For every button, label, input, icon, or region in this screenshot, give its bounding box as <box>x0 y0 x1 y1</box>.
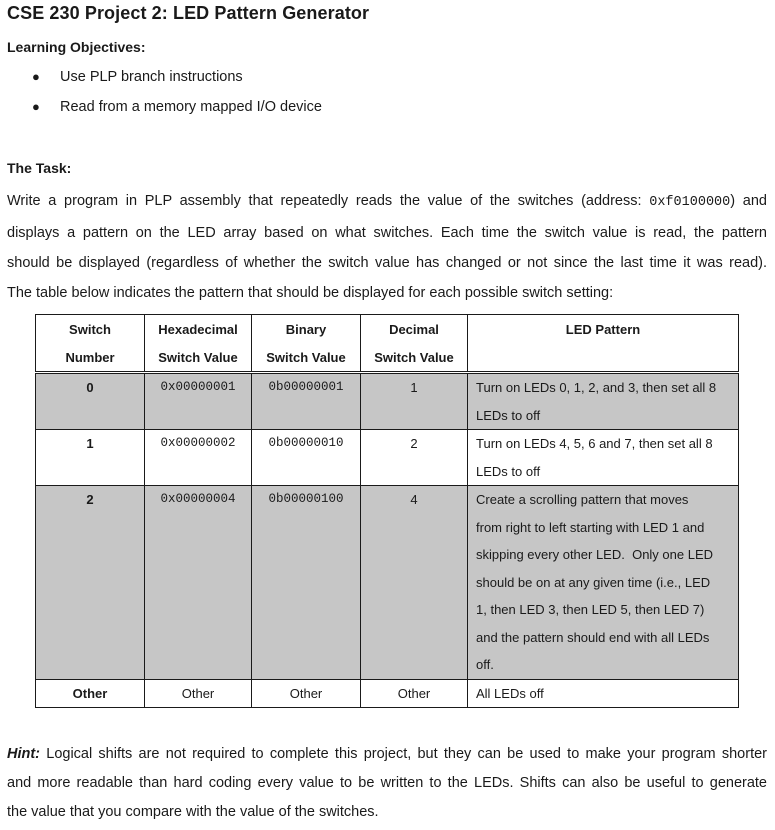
cell-hex: 0x00000004 <box>145 486 252 680</box>
cell-pattern <box>468 373 739 430</box>
bullet-icon: ● <box>32 69 40 84</box>
cell-hex: 0x00000001 <box>145 373 252 430</box>
hint-line <box>7 740 767 769</box>
task-line: should be displayed (regardless of whether the switch value has changed or not since the last time it was read). <box>7 255 767 271</box>
pattern-line: Turn on LEDs 0, 1, 2, and 3, then set all 8 <box>476 380 717 395</box>
pattern-line: should be on at any given time (i.e., LED <box>476 574 711 590</box>
page-title: CSE 230 Project 2: LED Pattern Generator <box>7 3 370 23</box>
task-heading: The Task: <box>7 160 72 176</box>
cell-binary: Other <box>252 679 361 708</box>
cell-switch-number: 1 <box>36 430 145 486</box>
pattern-line: off. <box>476 657 494 672</box>
header-led-pattern: LED Pattern <box>468 315 739 373</box>
cell-binary: 0b00000010 <box>252 430 361 486</box>
cell-pattern <box>468 679 739 708</box>
led-pattern-table <box>35 314 739 708</box>
cell-binary: 0b00000001 <box>252 373 361 430</box>
cell-switch-number: 2 <box>36 486 145 680</box>
hint-text: Logical shifts are not required to complete this project, but they can be used to make your program shorter <box>40 746 767 762</box>
header-hex-value <box>145 315 252 373</box>
task-text: ) and <box>730 193 767 209</box>
table-row <box>36 373 739 430</box>
pattern-line: LEDs to off <box>476 407 541 423</box>
header-switch-number <box>36 315 145 373</box>
pattern-line: 1, then LED 3, then LED 5, then LED 7) <box>476 602 705 617</box>
header-line: Switch Value <box>374 349 454 365</box>
objective-text: Use PLP branch instructions <box>60 69 243 85</box>
header-line: Binary <box>285 322 327 337</box>
header-binary-value <box>252 315 361 373</box>
hint-label: Hint: <box>7 746 41 762</box>
cell-decimal: 1 <box>361 373 468 430</box>
pattern-line: Create a scrolling pattern that moves <box>476 492 689 507</box>
table-row <box>36 486 739 680</box>
table-row <box>36 679 739 708</box>
hint-line: the value that you compare with the value of the switches. <box>7 804 379 820</box>
pattern-line: All LEDs off <box>476 685 544 701</box>
cell-switch-number: Other <box>36 679 145 708</box>
cell-pattern <box>468 486 739 680</box>
hint-paragraph <box>7 740 767 827</box>
table-row <box>36 430 739 486</box>
switch-address: 0xf0100000 <box>649 195 731 210</box>
pattern-line: from right to left starting with LED 1 and <box>476 519 705 535</box>
pattern-line: Turn on LEDs 4, 5, 6 and 7, then set all 8 <box>476 436 713 451</box>
pattern-line: LEDs to off <box>476 463 541 479</box>
cell-switch-number: 0 <box>36 373 145 430</box>
task-line: displays a pattern on the LED array based on what switches. Each time the switch value is read, the pattern <box>7 225 767 241</box>
pattern-line: and the pattern should end with all LEDs <box>476 629 710 645</box>
table-header-row <box>36 315 739 373</box>
cell-hex: Other <box>145 679 252 708</box>
pattern-line: skipping every other LED. Only one LED <box>476 547 714 562</box>
task-text: Write a program in PLP assembly that repeatedly reads the value of the switches (address: <box>7 193 650 209</box>
header-line: Switch <box>69 322 111 337</box>
header-line: Decimal <box>389 322 439 337</box>
header-line: Number <box>65 349 115 365</box>
learning-objectives-heading: Learning Objectives: <box>7 39 146 55</box>
task-line <box>7 186 767 218</box>
cell-binary: 0b00000100 <box>252 486 361 680</box>
cell-hex: 0x00000002 <box>145 430 252 486</box>
header-line: Switch Value <box>158 349 238 365</box>
cell-decimal: Other <box>361 679 468 708</box>
objective-text: Read from a memory mapped I/O device <box>60 99 322 115</box>
cell-decimal: 4 <box>361 486 468 680</box>
header-line: Hexadecimal <box>158 322 238 337</box>
hint-line: and more readable than hard coding every value to be written to the LEDs. Shifts can also be useful to generate <box>7 775 767 791</box>
cell-pattern <box>468 430 739 486</box>
task-paragraph <box>7 186 767 308</box>
header-decimal-value <box>361 315 468 373</box>
cell-decimal: 2 <box>361 430 468 486</box>
task-line: The table below indicates the pattern that should be displayed for each possible switch setting: <box>7 285 614 301</box>
bullet-icon: ● <box>32 99 40 114</box>
header-line: Switch Value <box>266 349 346 365</box>
